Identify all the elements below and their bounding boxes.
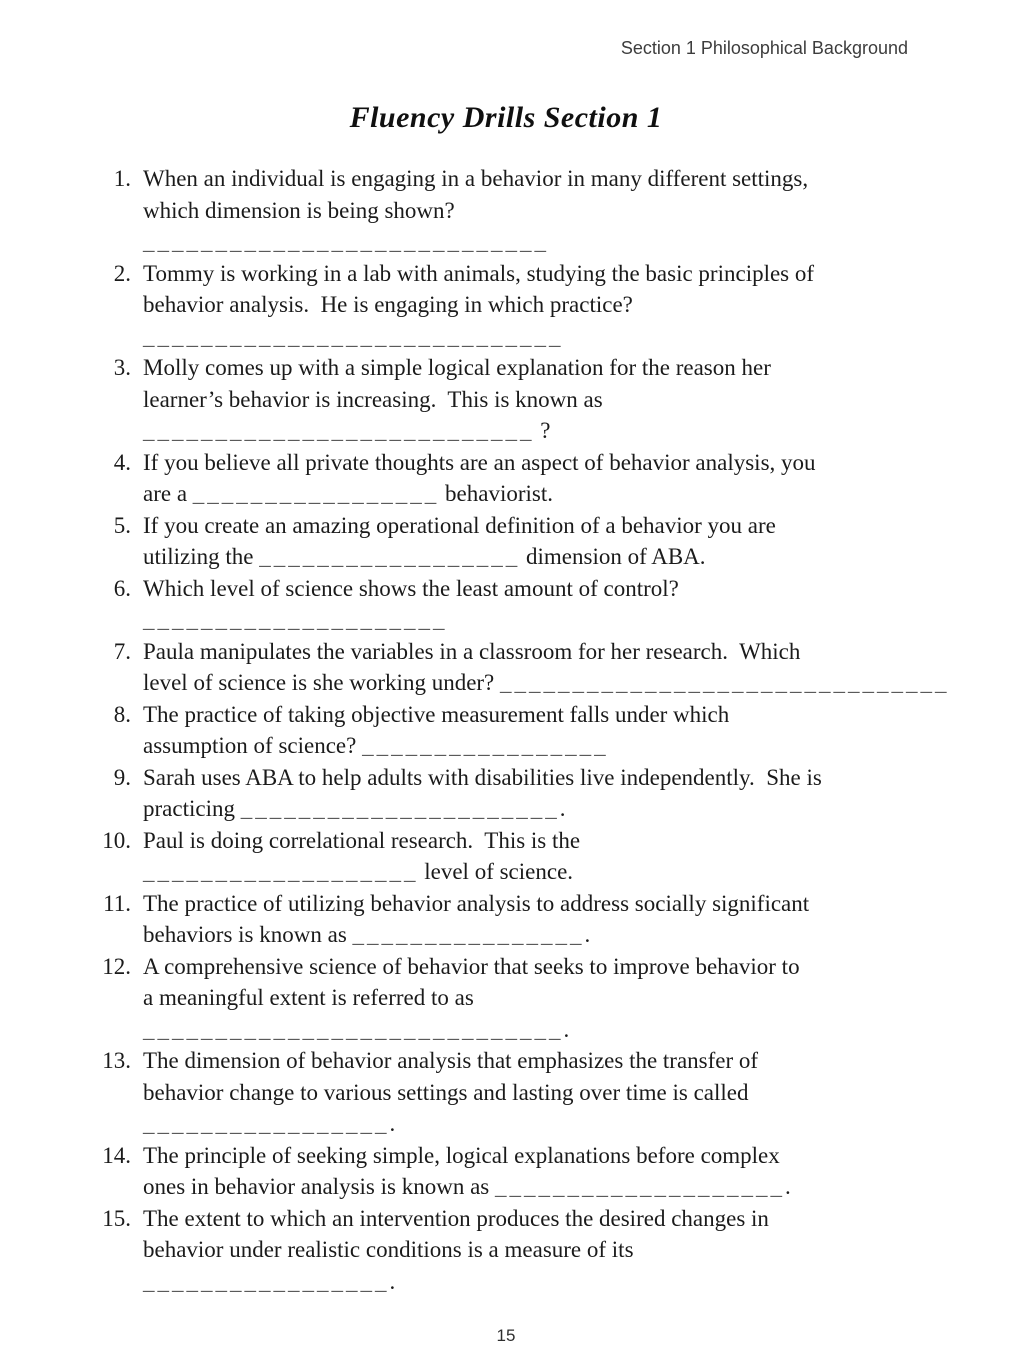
page-title: Fluency Drills Section 1: [349, 101, 663, 134]
answer-blank: _____________________________: [143, 1016, 564, 1042]
question-text: assumption of science?: [143, 733, 363, 758]
question-line: [143, 447, 980, 479]
question-text: ?: [534, 418, 551, 443]
question-line: [143, 982, 980, 1014]
question-number: 14.: [102, 1142, 131, 1168]
question-line: [143, 1266, 980, 1298]
question-text: The practice of utilizing behavior analysis to address socially significant: [143, 890, 810, 916]
answer-blank: ____________________: [494, 1174, 785, 1199]
question-text: If you create an amazing operational definition of a behavior you are: [143, 512, 776, 538]
answer-blank: ___________________________: [143, 418, 535, 443]
question-text: behaviorist.: [439, 481, 553, 506]
question-line: [143, 730, 980, 762]
question-text: The practice of taking objective measurement falls under which: [143, 701, 730, 727]
question-item: [0, 258, 980, 353]
answer-blank: ________________: [352, 922, 585, 947]
page-number: 15: [496, 1326, 516, 1345]
question-line: [143, 951, 980, 983]
question-line: [143, 321, 980, 353]
question-item: [0, 699, 980, 762]
question-line: [143, 825, 980, 857]
question-text: .: [563, 1016, 570, 1042]
question-text: Paul is doing correlational research. This is the: [143, 827, 581, 853]
answer-blank: _______________________________: [500, 670, 950, 695]
question-line: [143, 1045, 980, 1077]
question-item: [0, 510, 980, 573]
answer-blank: __________________: [259, 544, 521, 569]
question-text: If you believe all private thoughts are an aspect of behavior analysis, you: [143, 449, 816, 475]
question-item: [0, 888, 980, 951]
question-line: [143, 163, 980, 195]
question-text: .: [584, 922, 591, 947]
question-line: [143, 856, 980, 888]
question-text: learner’s behavior is increasing. This is known as: [143, 386, 603, 412]
question-item: [0, 762, 980, 825]
question-list: [0, 163, 980, 1297]
question-text: When an individual is engaging in a behavior in many different settings,: [143, 166, 809, 191]
question-line: [143, 1234, 980, 1266]
question-line: [143, 384, 980, 416]
question-item: [0, 573, 980, 636]
question-line: [143, 1108, 980, 1140]
question-text: Which level of science shows the least amount of control?: [143, 575, 679, 601]
question-text: Sarah uses ABA to help adults with disabilities live independently. She is: [143, 764, 822, 790]
question-number: 15.: [102, 1205, 131, 1231]
question-line: [143, 510, 980, 542]
question-number: 12.: [102, 953, 131, 979]
question-item: [0, 951, 980, 1046]
question-item: [0, 636, 980, 699]
question-text: The principle of seeking simple, logical explanations before complex: [143, 1142, 780, 1168]
question-line: [143, 415, 980, 447]
question-number: 7.: [113, 638, 131, 664]
question-line: [143, 226, 980, 258]
answer-blank: _________________: [192, 481, 440, 506]
answer-blank: _____________________________: [143, 323, 564, 349]
question-item: [0, 1045, 980, 1140]
question-text: utilizing the: [143, 544, 260, 569]
question-text: The dimension of behavior analysis that emphasizes the transfer of: [143, 1048, 759, 1073]
question-line: [143, 195, 980, 227]
question-number: 5.: [113, 512, 131, 538]
answer-blank: ____________________________: [143, 229, 549, 254]
question-item: [0, 163, 980, 258]
question-line: [143, 1077, 980, 1109]
question-line: [143, 1140, 980, 1172]
question-text: A comprehensive science of behavior that seeks to improve behavior to: [143, 953, 800, 979]
answer-blank: _________________: [362, 733, 609, 758]
question-number: 13.: [102, 1048, 131, 1073]
question-number: 9.: [113, 764, 131, 790]
question-text: ones in behavior analysis is known as: [143, 1174, 495, 1199]
question-text: level of science.: [418, 859, 574, 884]
question-text: .: [559, 796, 566, 821]
question-line: [143, 541, 980, 573]
question-text: The extent to which an intervention produces the desired changes in: [143, 1205, 769, 1231]
question-text: behavior analysis. He is engaging in which practice?: [143, 292, 633, 317]
question-text: .: [389, 1111, 396, 1136]
question-text: Tommy is working in a lab with animals, studying the basic principles of: [143, 260, 815, 286]
question-number: 10.: [102, 827, 131, 853]
question-line: [143, 667, 980, 699]
question-text: dimension of ABA.: [520, 544, 706, 569]
question-text: .: [389, 1268, 396, 1294]
question-line: [143, 604, 980, 636]
question-text: Paula manipulates the variables in a classroom for her research. Which: [143, 638, 801, 664]
question-text: behavior change to various settings and lasting over time is called: [143, 1079, 749, 1105]
answer-blank: ___________________: [143, 859, 419, 884]
question-text: behavior under realistic conditions is a measure of its: [143, 1237, 634, 1262]
question-item: [0, 352, 980, 447]
question-number: 1.: [113, 166, 131, 191]
question-text: a meaningful extent is referred to as: [143, 985, 474, 1010]
question-line: [143, 636, 980, 668]
question-item: [0, 1203, 980, 1298]
question-text: practicing: [143, 796, 241, 821]
question-line: [143, 699, 980, 731]
question-line: [143, 289, 980, 321]
running-header: Section 1 Philosophical Background: [620, 38, 908, 58]
question-line: [143, 1171, 980, 1203]
question-number: 8.: [113, 701, 131, 727]
question-line: [143, 793, 980, 825]
question-number: 6.: [113, 575, 131, 601]
question-number: 2.: [113, 260, 131, 286]
question-number: 11.: [103, 890, 131, 916]
answer-blank: ______________________: [240, 796, 560, 821]
question-number: 4.: [113, 449, 131, 475]
question-line: [143, 573, 980, 605]
question-text: are a: [143, 481, 193, 506]
question-line: [143, 919, 980, 951]
answer-blank: _____________________: [143, 607, 448, 632]
question-text: which dimension is being shown?: [143, 197, 455, 223]
question-line: [143, 888, 980, 920]
question-text: Molly comes up with a simple logical explanation for the reason her: [143, 355, 771, 380]
answer-blank: _________________: [143, 1111, 390, 1136]
question-line: [143, 352, 980, 384]
question-text: level of science is she working under?: [143, 670, 501, 695]
question-line: [143, 258, 980, 290]
question-item: [0, 825, 980, 888]
question-line: [143, 1014, 980, 1046]
question-line: [143, 1203, 980, 1235]
question-item: [0, 1140, 980, 1203]
answer-blank: _________________: [143, 1268, 390, 1294]
question-number: 3.: [113, 355, 131, 380]
question-item: [0, 447, 980, 510]
question-line: [143, 762, 980, 794]
question-text: .: [784, 1174, 791, 1199]
question-text: behaviors is known as: [143, 922, 353, 947]
question-line: [143, 478, 980, 510]
